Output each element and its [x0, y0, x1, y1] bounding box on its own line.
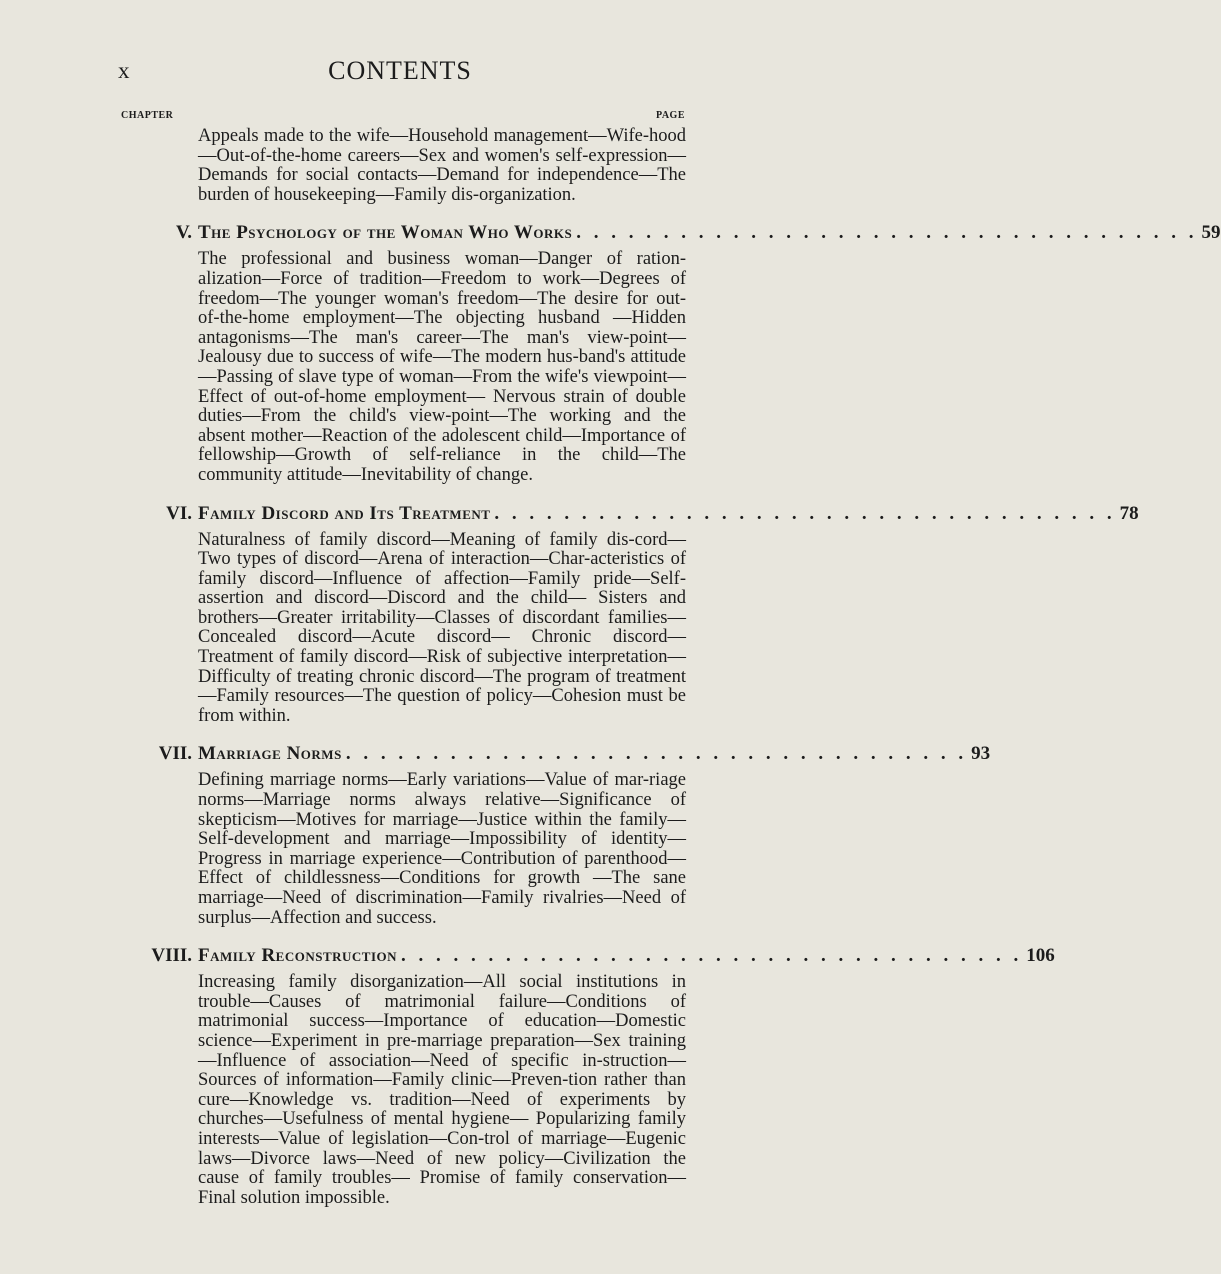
chapter-summary: Naturalness of family discord—Meaning of family dis-cord—Two types of discord—Arena of interaction—Char-acteristics of family discord—Influence of affection—Family pride—Self-assertion and discord—Discord and the child— Sisters and brothers—Greater irritability—Classes of discordant families—Concealed discord—Acute discord— Chronic discord—Treatment of family discord—Risk of subjective interpretation—Difficulty of treating chronic discord—The program of treatment—Family resources—The question of policy—Cohesion must be from within.: [198, 529, 686, 726]
chapter-page: 106: [1026, 945, 1055, 967]
chapter-entry: [120, 945, 1055, 1208]
chapter-title: Family Reconstruction: [198, 945, 398, 967]
leader-dots: . . . . . . . . . . . . . . . . . . . . . . . . . . . . . . . . . . . .: [576, 222, 1198, 244]
page-column-label: PAGE: [655, 110, 685, 121]
chapter-column-label: CHAPTER: [121, 110, 174, 121]
chapter-numeral: VIII.: [151, 945, 192, 967]
chapter-entry: [120, 222, 1221, 485]
chapter-numeral: V.: [175, 222, 192, 244]
chapter-numeral: VI.: [166, 502, 192, 524]
page-header: [0, 56, 800, 92]
chapter-title: Marriage Norms: [198, 743, 342, 765]
chapter-title: The Psychology of the Woman Who Works: [198, 222, 573, 244]
page-title: CONTENTS: [328, 56, 472, 85]
chapter-summary: Increasing family disorganization—All social institutions in trouble—Causes of matrimonial failure—Conditions of matrimonial success—Importance of education—Domestic science—Experiment in pre-marriage preparation—Sex training—Influence of association—Need of specific in-struction—Sources of information—Family clinic—Preven-tion rather than cure—Knowledge vs. tradition—Need of experiments by churches—Usefulness of mental hygiene— Popularizing family interests—Value of legislation—Con-trol of marriage—Eugenic laws—Divorce laws—Need of new policy—Civilization the cause of family troubles— Promise of family conservation—Final solution impossible.: [198, 972, 686, 1208]
chapter-heading: [120, 945, 1055, 967]
chapter-summary: The professional and business woman—Danger of ration-alization—Force of tradition—Freedom to work—Degrees of freedom—The younger woman's freedom—The desire for out-of-the-home employment—The objecting husband —Hidden antagonisms—The man's career—The man's view-point—Jealousy due to success of wife—The modern hus-band's attitude—Passing of slave type of woman—From the wife's viewpoint—Effect of out-of-home employment— Nervous strain of double duties—From the child's view-point—The working and the absent mother—Reaction of the adolescent child—Importance of fellowship—Growth of self-reliance in the child—The community attitude—Inevitability of change.: [198, 249, 686, 485]
chapter-entry: [120, 502, 1139, 727]
chapter-summary: Defining marriage norms—Early variations—Value of mar-riage norms—Marriage norms always relative—Significance of skepticism—Motives for marriage—Justice within the family—Self-development and marriage—Impossibility of identity—Progress in marriage experience—Contribution of parenthood—Effect of childlessness—Conditions for growth —The sane marriage—Need of discrimination—Family rivalries—Need of surplus—Affection and success.: [198, 770, 686, 928]
chapter-heading: [120, 222, 1221, 244]
chapter-title: Family Discord and Its Treatment: [198, 502, 491, 524]
chapter-page: 59: [1201, 222, 1221, 244]
column-labels: [121, 110, 685, 124]
chapter-heading: [120, 502, 1139, 525]
continued-summary: Appeals made to the wife—Household management—Wife-hood—Out-of-the-home careers—Sex and women's self-expression—Demands for social contacts—Demand for independence—The burden of housekeeping—Family dis-organization.: [198, 126, 686, 205]
contents-list: [120, 126, 1221, 1208]
leader-dots: . . . . . . . . . . . . . . . . . . . . . . . . . . . . . . . . . . . .: [494, 502, 1116, 524]
chapter-entry: [120, 743, 991, 928]
leader-dots: . . . . . . . . . . . . . . . . . . . . . . . . . . . . . . . . . . . .: [345, 743, 968, 765]
chapter-heading: [120, 743, 991, 765]
chapter-page: 78: [1119, 502, 1139, 524]
leader-dots: . . . . . . . . . . . . . . . . . . . . . . . . . . . . . . . . . . . .: [401, 945, 1023, 967]
chapter-page: 93: [971, 743, 991, 765]
page-number: x: [118, 58, 130, 83]
chapter-numeral: VII.: [158, 743, 192, 765]
